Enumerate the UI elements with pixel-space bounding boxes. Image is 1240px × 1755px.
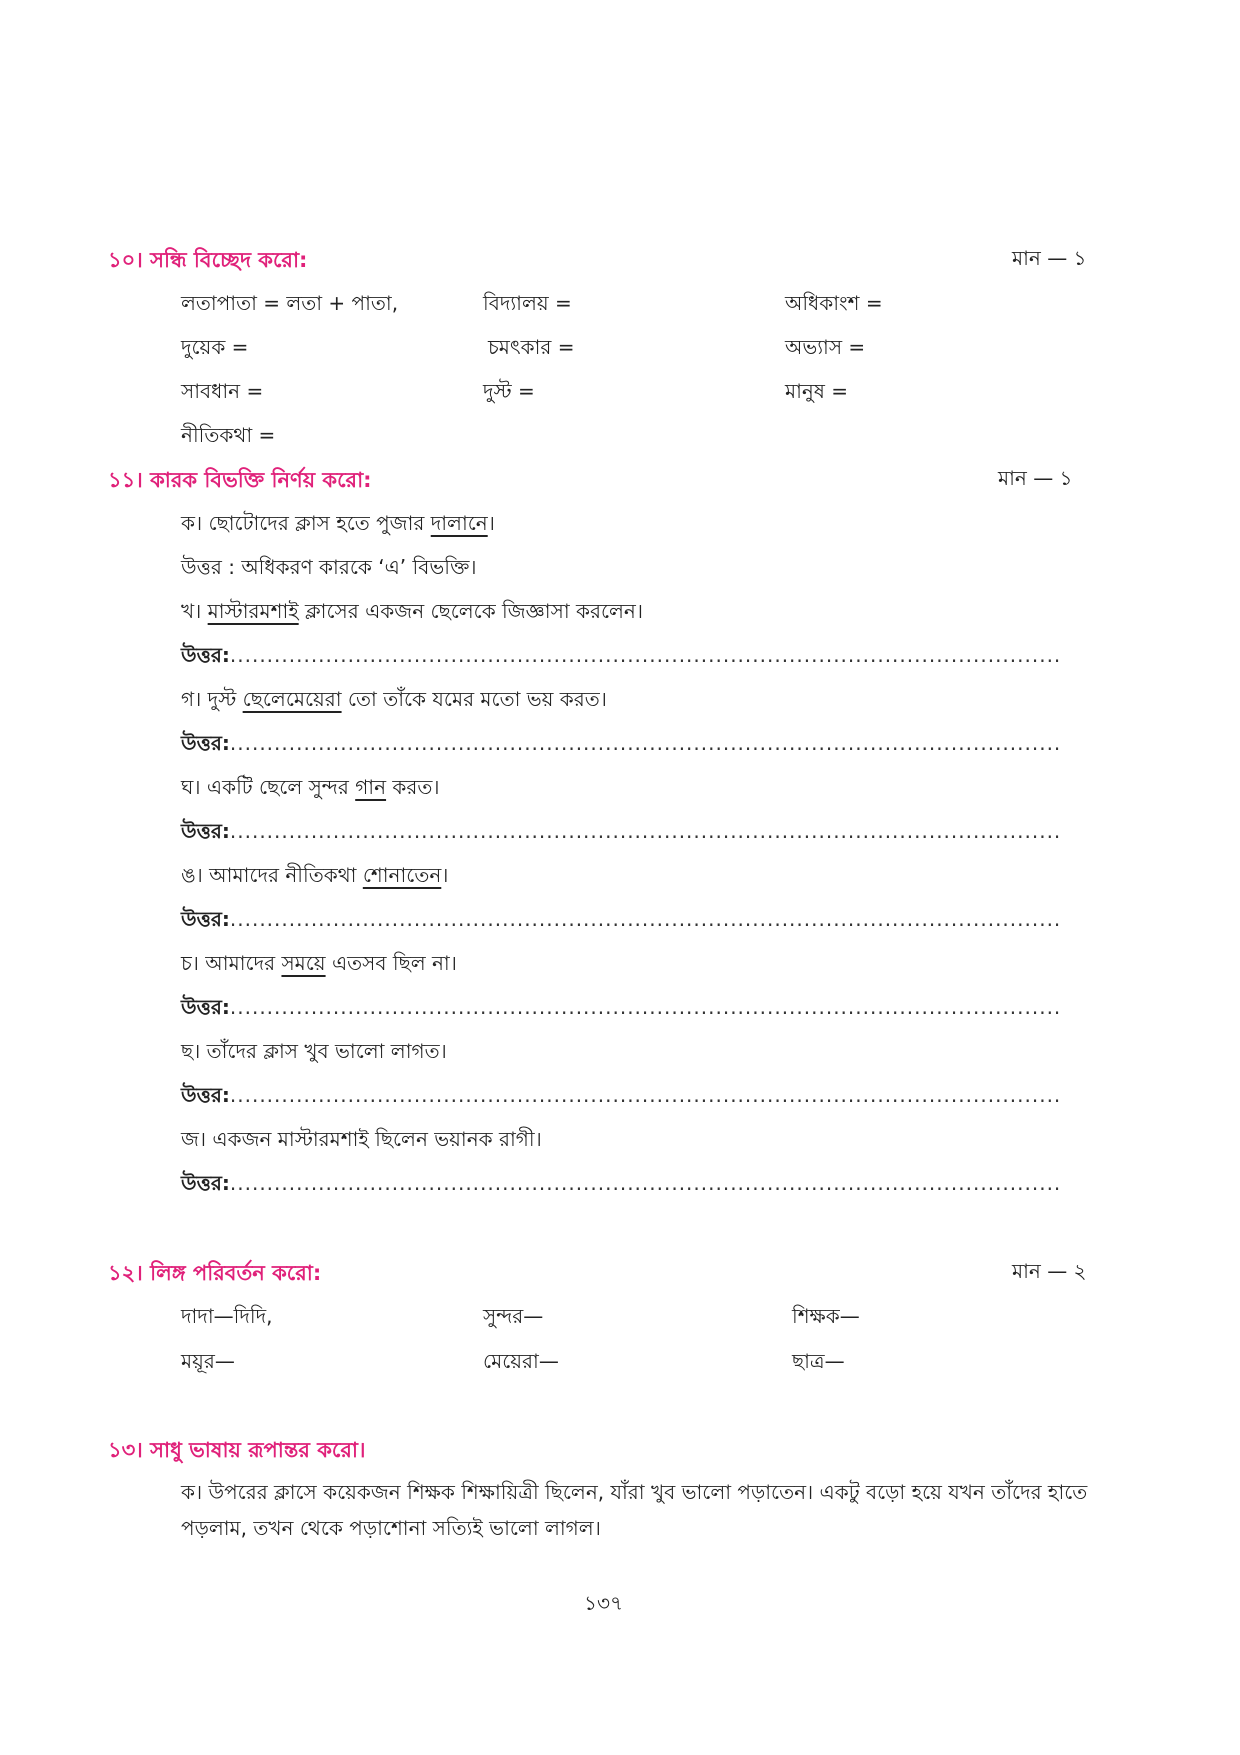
- q13-title: ১৩। সাধু ভাষায় রূপান্তর করো।: [108, 1438, 366, 1462]
- answer-line: উত্তর:.................................................................................................................: [181, 995, 1062, 1019]
- q12-item: ময়ূর—: [181, 1349, 235, 1373]
- q12-item: ছাত্র—: [792, 1349, 845, 1373]
- q11-sentence-cha: চ। আমাদের সময়ে এতসব ছিল না।: [181, 951, 457, 975]
- q10-marks: মান — ১: [1012, 246, 1087, 270]
- q11-sentence-ka: ক। ছোটোদের ক্লাস হতে পুজার দালানে।: [181, 511, 495, 535]
- q11-sentence-ga: গ। দুস্ট ছেলেমেয়েরা তো তাঁকে যমের মতো ভয় করত।: [181, 687, 607, 711]
- q12-item: শিক্ষক—: [792, 1304, 860, 1328]
- answer-line: উত্তর:.................................................................................................................: [181, 819, 1062, 843]
- q13-paragraph: ক। উপরের ক্লাসে কয়েকজন শিক্ষক শিক্ষায়িত্রী ছিলেন, যাঁরা খুব ভালো পড়াতেন। একটু বড়ো হয়ে যখন তাঁদের হাতে পড়লাম, তখন থেকে পড়াশোনা সত্যিই ভালো লাগল।: [181, 1480, 1088, 1540]
- answer-line: উত্তর:.................................................................................................................: [181, 731, 1062, 755]
- q10-item: দুস্ট =: [483, 379, 535, 403]
- q11-marks: মান — ১: [998, 466, 1073, 490]
- q11-sentence-ja: জ। একজন মাস্টারমশাই ছিলেন ভয়ানক রাগী।: [181, 1127, 542, 1151]
- q10-item: লতাপাতা = লতা + পাতা,: [181, 291, 399, 315]
- q10-item: অভ্যাস =: [785, 335, 866, 359]
- q10-item: বিদ্যালয় =: [483, 291, 572, 315]
- q11-ka-answer: উত্তর : অধিকরণ কারকে ‘এ’ বিভক্তি।: [181, 555, 477, 579]
- q10-title: ১০। সন্ধি বিচ্ছেদ করো:: [108, 248, 308, 272]
- q12-item: সুন্দর—: [483, 1304, 544, 1328]
- q10-item: অধিকাংশ =: [785, 291, 883, 315]
- q11-sentence-chha: ছ। তাঁদের ক্লাস খুব ভালো লাগত।: [181, 1039, 447, 1063]
- q11-sentence-uma: ঙ। আমাদের নীতিকথা শোনাতেন।: [181, 863, 449, 887]
- answer-line: উত্তর:.................................................................................................................: [181, 1083, 1062, 1107]
- q10-item: নীতিকথা =: [181, 423, 276, 447]
- q10-item: দুয়েক =: [181, 335, 249, 359]
- answer-line: উত্তর:.................................................................................................................: [181, 1171, 1062, 1195]
- page-number: ১৩৭: [584, 1591, 623, 1615]
- q10-item: মানুষ =: [785, 379, 848, 403]
- q10-item: চমৎকার =: [488, 335, 575, 359]
- q11-title: ১১। কারক বিভক্তি নির্ণয় করো:: [108, 468, 372, 492]
- q12-item: দাদা—দিদি,: [181, 1304, 273, 1328]
- q12-item: মেয়েরা—: [483, 1349, 559, 1373]
- q11-sentence-kha: খ। মাস্টারমশাই ক্লাসের একজন ছেলেকে জিজ্ঞাসা করলেন।: [181, 599, 643, 623]
- q12-title: ১২। লিঙ্গ পরিবর্তন করো:: [108, 1261, 322, 1285]
- q12-marks: মান — ২: [1012, 1259, 1087, 1283]
- answer-line: উত্তর:.................................................................................................................: [181, 907, 1062, 931]
- answer-line: উত্তর:.................................................................................................................: [181, 643, 1062, 667]
- q10-item: সাবধান =: [181, 379, 264, 403]
- q11-sentence-gha: ঘ। একটি ছেলে সুন্দর গান করত।: [181, 775, 440, 799]
